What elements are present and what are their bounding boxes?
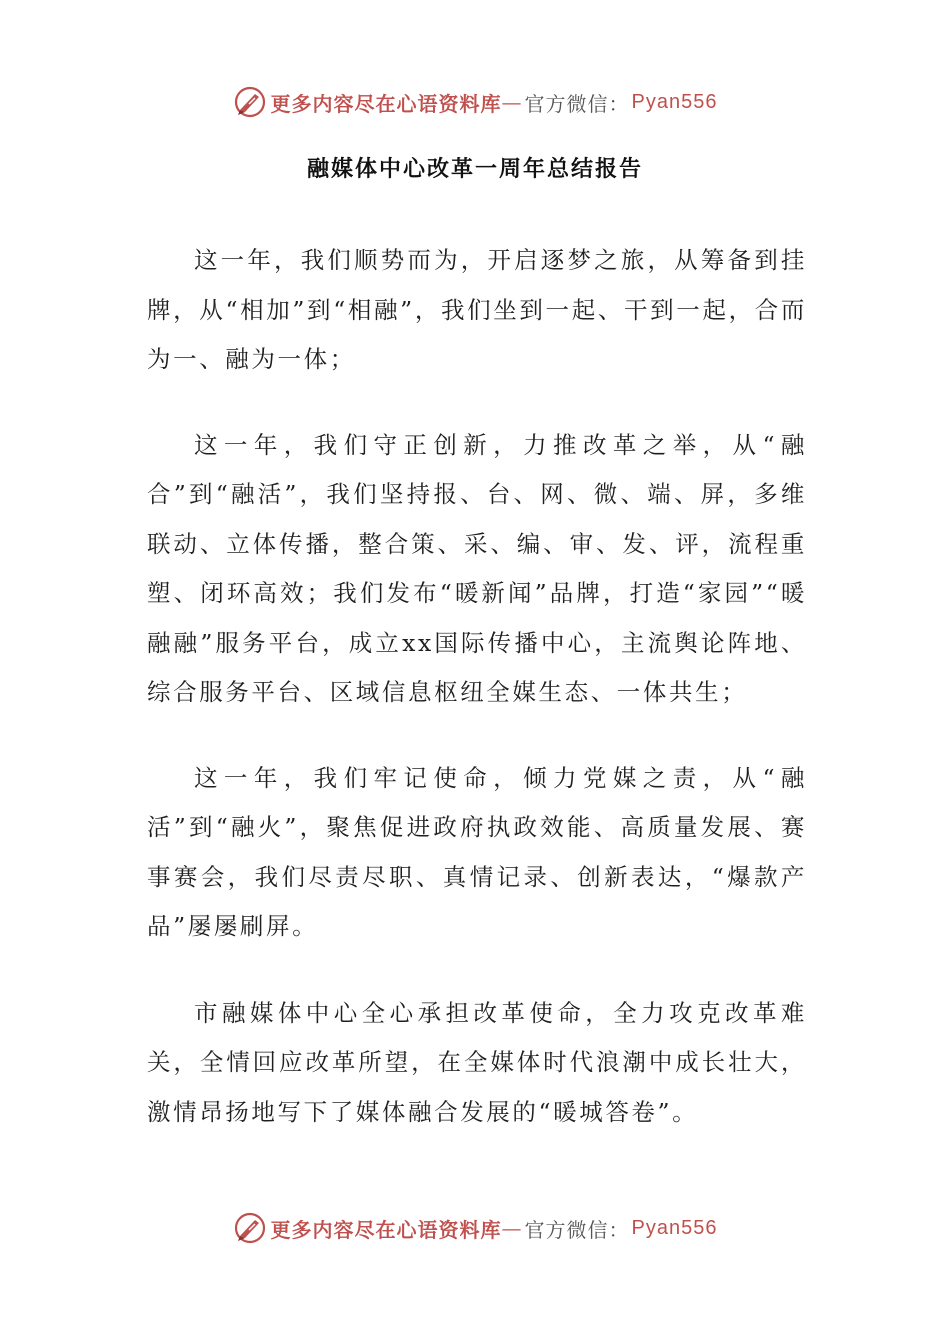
footer-banner [0, 1208, 950, 1248]
paragraph-2: 这一年，我们守正创新，力推改革之举，从“融合”到“融活”，我们坚持报、台、网、微、端、屏，多维联动、立体传播，整合策、采、编、审、发、评，流程重塑、闭环高效；我们发布“暖新闻”品牌，打造“家园”“暖融融”服务平台，成立xx国际传播中心，主流舆论阵地、综合服务平台、区域信息枢纽全媒生态、一体共生； [147, 430, 807, 706]
header-banner-main: 更多内容尽在心语资料库 [270, 91, 502, 116]
pen-nib-logo-icon [233, 1211, 267, 1245]
footer-banner-official: 官方微信： [524, 1217, 630, 1242]
document-title: 融媒体中心改革一周年总结报告 [306, 156, 643, 182]
header-banner [0, 82, 950, 122]
footer-banner-dash: — [501, 1216, 523, 1240]
paragraph-3: 这一年，我们牢记使命，倾力党媒之责，从“融活”到“融火”，聚焦促进政府执政效能、高质量发展、赛事赛会，我们尽责尽职、真情记录、创新表达，“爆款产品”屡屡刷屏。 [147, 763, 807, 940]
header-banner-wechat-id: Pyan556 [631, 90, 718, 113]
footer-banner-wechat-id: Pyan556 [631, 1216, 718, 1239]
document-body [147, 236, 807, 1173]
header-banner-text [271, 88, 718, 117]
header-banner-dash: — [501, 90, 523, 114]
footer-banner-text [271, 1214, 718, 1243]
paragraph-1: 这一年，我们顺势而为，开启逐梦之旅，从筹备到挂牌，从“相加”到“相融”，我们坐到一起、干到一起，合而为一、融为一体； [147, 246, 807, 373]
pen-nib-logo-icon [233, 85, 267, 119]
footer-banner-main: 更多内容尽在心语资料库 [270, 1217, 502, 1242]
paragraph-4: 市融媒体中心全心承担改革使命，全力攻克改革难关，全情回应改革所望，在全媒体时代浪潮中成长壮大，激情昂扬地写下了媒体融合发展的“暖城答卷”。 [147, 998, 807, 1126]
header-banner-official: 官方微信： [524, 91, 630, 116]
